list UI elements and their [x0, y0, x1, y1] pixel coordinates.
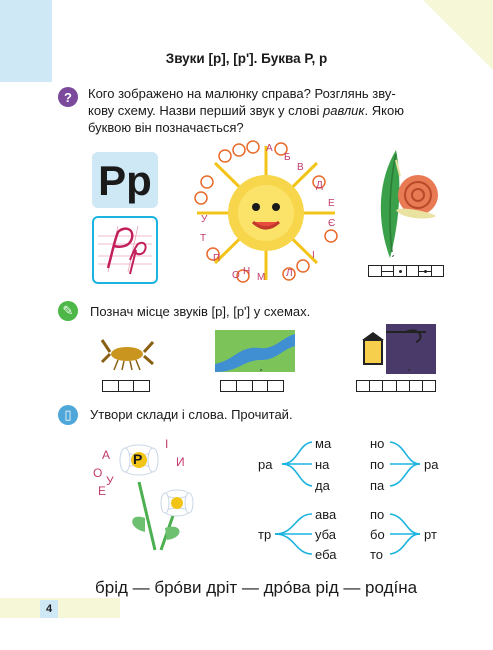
sun-letter-t: Т [200, 233, 207, 244]
syllable-tr: тр [258, 527, 272, 542]
task1-line1: Кого зображено на малюнку справа? Розглянь зву- [88, 86, 396, 101]
sun-letter-l: Л [286, 268, 293, 279]
page-number: 4 [40, 600, 58, 618]
flower-center-letter: Р [133, 451, 143, 467]
syllable-ava: ава [315, 507, 337, 522]
bottom-word-pairs: брід — брóви дріт — дрóва рід — родíна [95, 578, 418, 597]
syllable-da: да [315, 478, 330, 493]
sun-letter-u: У [201, 214, 208, 225]
sun-letter-d: Д [316, 180, 323, 191]
syllable-no: но [370, 436, 385, 451]
flower-letter-u: У [106, 474, 114, 488]
flower-letter-i: І [165, 437, 169, 451]
task2-text: Познач місце звуків [р], [р'] у схемах. [90, 304, 311, 319]
syllable-eba: еба [315, 547, 337, 562]
pencil-icon: ✎ [58, 301, 78, 321]
accent-mark: ˊ [391, 253, 395, 267]
page-title: Звуки [р], [р']. Буква Р, р [165, 51, 328, 66]
sun-letter-n: Н [243, 266, 251, 277]
sun-letter-v: В [297, 162, 304, 173]
accent-mark-3: ˊ [407, 367, 411, 381]
sun-letter-p: П [213, 253, 221, 264]
question-icon: ? [58, 87, 78, 107]
task3-text: Утвори склади і слова. Прочитай. [90, 407, 293, 422]
syllable-ra-right: ра [424, 457, 439, 472]
flower-letter-y: И [176, 455, 185, 469]
syllable-po-2: по [370, 507, 385, 522]
task1-line3: буквою він позначається? [88, 120, 244, 135]
flower-letter-o: О [93, 466, 103, 480]
printed-letter-card: Рр [92, 152, 158, 208]
sun-letter-o: О [232, 270, 240, 281]
syllable-ma: ма [315, 436, 332, 451]
sun-letter-m: М [257, 272, 266, 283]
syllable-po: по [370, 457, 385, 472]
sun-letter-a: А [266, 143, 273, 154]
sun-letter-i: І [312, 250, 315, 261]
sun-letter-e: Е [328, 198, 335, 209]
book-icon: ▯ [58, 405, 78, 425]
syllable-to: то [370, 547, 384, 562]
task1-word-ravlyk: равлик [323, 103, 365, 118]
sun-letter-b: Б [284, 152, 291, 163]
sun-letter-ye: Є [328, 218, 336, 229]
syllable-pa: па [370, 478, 385, 493]
footer-bar [0, 598, 120, 618]
flower-letter-a: А [102, 448, 111, 462]
syllable-uba: уба [315, 527, 337, 542]
accent-mark-2: ˊ [259, 367, 263, 381]
syllable-bo: бо [370, 527, 385, 542]
task1-line2: кову схему. Назви перший звук у слові равлик. Якою [88, 103, 404, 118]
flower-letter-e: Е [98, 484, 107, 498]
syllable-ra-left: ра [258, 457, 273, 472]
syllable-rt: рт [424, 527, 437, 542]
syllable-na: на [315, 457, 330, 472]
